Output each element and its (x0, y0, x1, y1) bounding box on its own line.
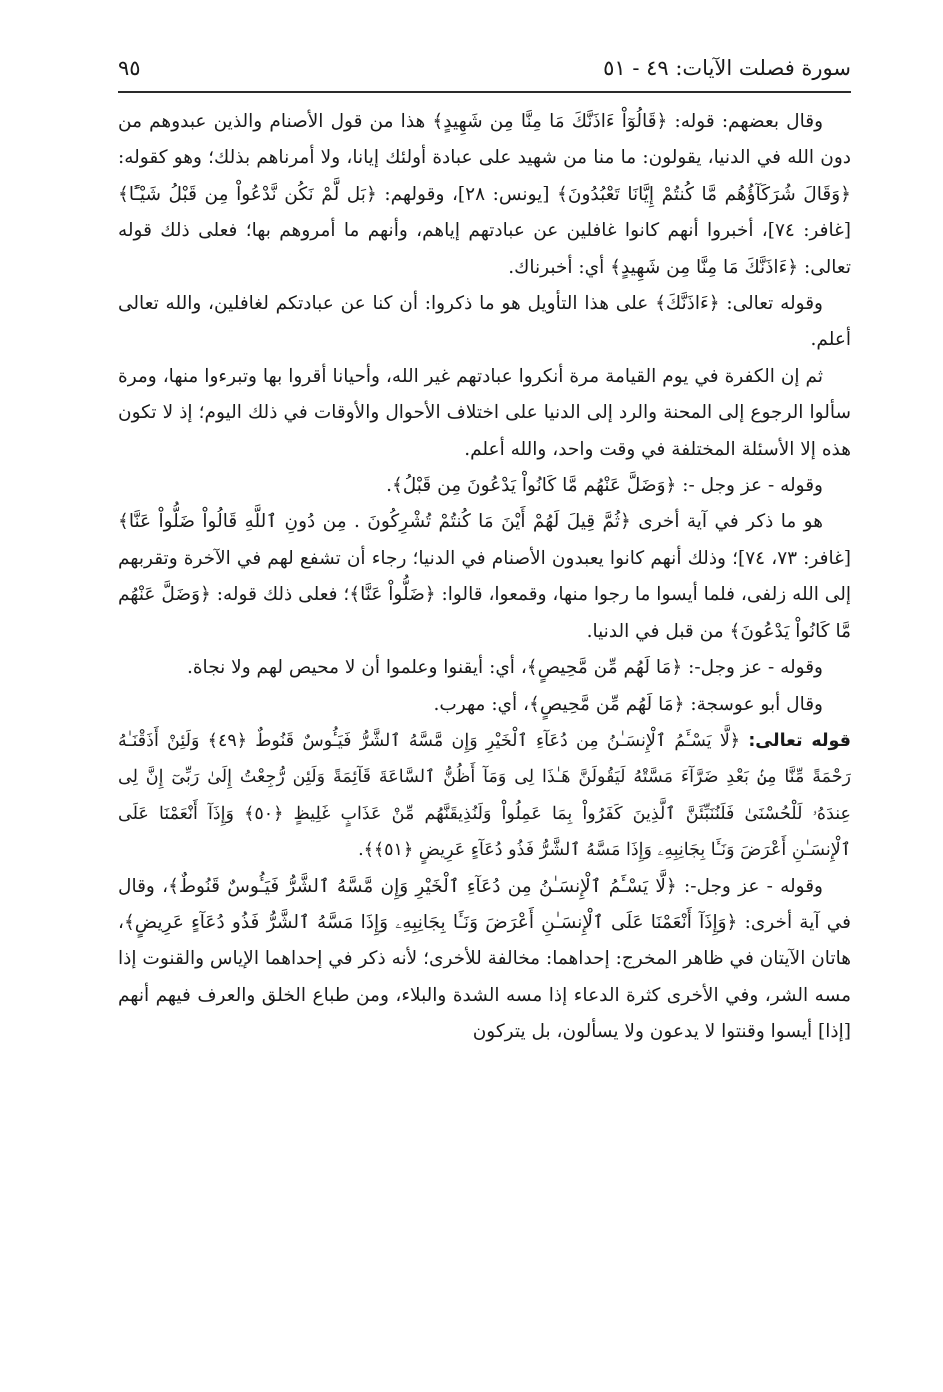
running-header (118, 50, 851, 90)
paragraph-2: وقوله تعالى: ﴿ءَاذَنَّكَ﴾ على هذا التأويل هو ما ذكروا: أن كنا عن عبادتكم لغافلين، والله تعالى أعلم. (118, 293, 851, 351)
paragraph-1: وقال بعضهم: قوله: ﴿قَالُوٓاْ ءَاذَنَّكَ مَا مِنَّا مِن شَهِيدٍ﴾ هذا من قول الأصنام والذين عبدوهم من دون الله في الدنيا، يقولون: ما منا من شهيد على عبادة أولئك إيانا، ولا أمرناهم بذلك؛ وهو كقوله: ﴿وَقَالَ شُرَكَآؤُهُم مَّا كُنتُمْ إِيَّانَا تَعْبُدُونَ﴾ [يونس: ٢٨]، وقولهم: ﴿بَل لَّمْ نَكُن نَّدْعُواْ مِن قَبْلُ شَيْـًٔا﴾ [غافر: ٧٤]، أخبروا أنهم كانوا غافلين عن عبادتهم إياهم، وأنهم ما أمروهم بها؛ فعلى ذلك قوله تعالى: ﴿ءَاذَنَّكَ مَا مِنَّا مِن شَهِيدٍ﴾ أي: أخبرناك. (118, 111, 852, 278)
header-divider (118, 91, 851, 93)
paragraph-5: هو ما ذكر في آية أخرى ﴿ثُمَّ قِيلَ لَهُمْ أَيْنَ مَا كُنتُمْ تُشْرِكُونَ . مِن دُونِ ٱللَّهِ قَالُواْ ضَلُّواْ عَنَّا﴾ [غافر: ٧٣، ٧٤]؛ وذلك أنهم كانوا يعبدون الأصنام في الدنيا؛ رجاء أن تشفع لهم في الآخرة وتقربهم إلى الله زلفى، فلما أيسوا ما رجوا منها، وقمعوا، قالوا: ﴿ضَلُّواْ عَنَّا﴾؛ فعلى ذلك قوله: ﴿وَضَلَّ عَنْهُم مَّا كَانُواْ يَدْعُونَ﴾ من قبل في الدنيا. (118, 511, 851, 642)
paragraph-6: وقوله - عز وجل-: ﴿مَا لَهُم مِّن مَّحِيصٍ﴾، أي: أيقنوا وعلموا أن لا محيص لهم ولا نجاة. (186, 657, 823, 679)
closing-paragraph: وقوله - عز وجل-: ﴿لَّا يَسْـَٔمُ ٱلْإِنسَـٰنُ مِن دُعَآءِ ٱلْخَيْرِ وَإِن مَّسَّهُ ٱلشَّرُّ فَيَـُٔوسٌ قَنُوطٌ﴾، وقال في آية أخرى: ﴿وَإِذَآ أَنْعَمْنَا عَلَى ٱلْإِنسَـٰنِ أَعْرَضَ وَنَـَٔا بِجَانِبِهِۦ وَإِذَا مَسَّهُ ٱلشَّرُّ فَذُو دُعَآءٍ عَرِيضٍ﴾، هاتان الآيتان في ظاهر المخرج: إحداهما: مخالفة للأخرى؛ لأنه ذكر في إحداهما الإياس والقنوت إذا مسه الشر، وفي الأخرى كثرة الدعاء إذا مسه الشدة والبلاء، ومن طباع الخلق والعرف فيهم أنهم [إذا] أيسوا وقنتوا لا يدعون ولا يسألون، بل يتركون (118, 875, 851, 1043)
paragraph-4: وقوله - عز وجل -: ﴿وَضَلَّ عَنْهُم مَّا كَانُواْ يَدْعُونَ مِن قَبْلُ﴾. (386, 475, 823, 497)
paragraph-3: ثم إن الكفرة في يوم القيامة مرة أنكروا عبادتهم غير الله، وأحيانا أقروا بها وتبرءوا منها، ومرة سألوا الرجوع إلى المحنة والرد إلى الدنيا على اختلاف الأحوال والأوقات في ذلك اليوم؛ إذ لا تكون هذه إلا الأسئلة المختلفة في وقت واحد، والله أعلم. (118, 365, 851, 460)
page-number: ٩٥ (118, 56, 141, 80)
paragraph-7: وقال أبو عوسجة: ﴿مَا لَهُم مِّن مَّحِيصٍ﴾، أي: مهرب. (433, 693, 823, 715)
commentary-body (118, 104, 851, 1051)
verse-lead-label: قوله تعالى: (748, 730, 851, 751)
quran-verses-block (118, 723, 851, 869)
quran-verses-text: ﴿لَّا يَسْـَٔمُ ٱلْإِنسَـٰنُ مِن دُعَآءِ ٱلْخَيْرِ وَإِن مَّسَّهُ ٱلشَّرُّ فَيَـُٔوسٌ قَنُوطٌ ﴿٤٩﴾ وَلَئِنْ أَذَقْنَـٰهُ رَحْمَةً مِّنَّا مِنۢ بَعْدِ ضَرَّآءَ مَسَّتْهُ لَيَقُولَنَّ هَـٰذَا لِى وَمَآ أَظُنُّ ٱلسَّاعَةَ قَآئِمَةً وَلَئِن رُّجِعْتُ إِلَىٰ رَبِّىٓ إِنَّ لِى عِندَهُۥ لَلْحُسْنَىٰ فَلَنُنَبِّئَنَّ ٱلَّذِينَ كَفَرُواْ بِمَا عَمِلُواْ وَلَنُذِيقَنَّهُم مِّنْ عَذَابٍ غَلِيظٍ ﴿٥٠﴾ وَإِذَآ أَنْعَمْنَا عَلَى ٱلْإِنسَـٰنِ أَعْرَضَ وَنَـَٔا بِجَانِبِهِۦ وَإِذَا مَسَّهُ ٱلشَّرُّ فَذُو دُعَآءٍ عَرِيضٍ ﴿٥١﴾﴾. (118, 730, 852, 861)
surah-title: سورة فصلت الآيات: ٤٩ - ٥١ (603, 56, 851, 80)
